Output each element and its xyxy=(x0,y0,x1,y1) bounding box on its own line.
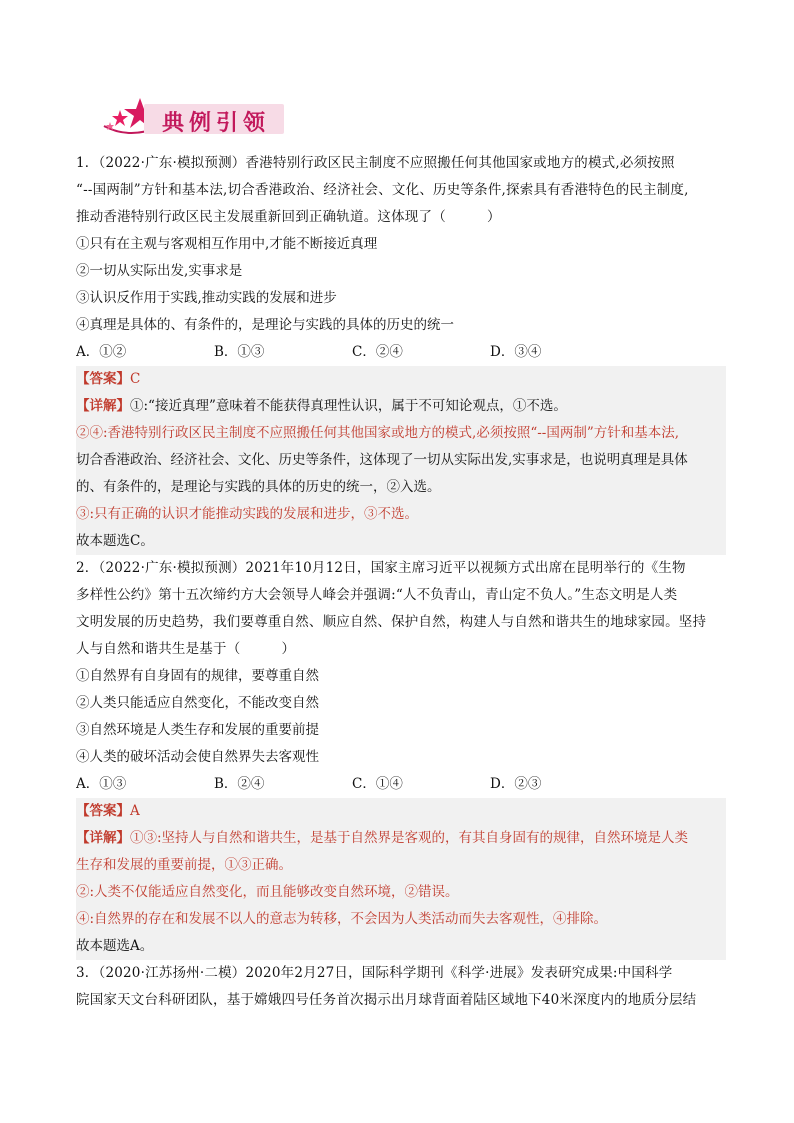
option-b: B．①③ xyxy=(214,344,265,360)
explain-row-1 xyxy=(76,825,726,852)
explain-row-1 xyxy=(76,393,726,420)
question-1-choice-1: ①只有在主观与客观相互作用中,才能不断接近真理 xyxy=(76,236,378,252)
option-c: C．②④ xyxy=(352,344,403,360)
explain-label: 【详解】 xyxy=(76,830,130,846)
explain-row-4: 的、有条件的，是理论与实践的具体的历史的统一，②入选。 xyxy=(76,479,441,495)
answer-label: 【答案】 xyxy=(76,803,130,819)
question-1-line-3: 推动香港特别行政区民主发展重新回到正确轨道。这体现了（ ） xyxy=(76,209,501,225)
question-1-choice-4: ④真理是具体的、有条件的，是理论与实践的具体的历史的统一 xyxy=(76,317,454,333)
explain-row-2: 生存和发展的重要前提，①③正确。 xyxy=(76,857,292,873)
question-2-line-3: 文明发展的历史趋势，我们要尊重自然、顺应自然、保护自然，构建人与自然和谐共生的地球家园。坚持 xyxy=(76,614,707,630)
option-c: C．①④ xyxy=(352,776,403,792)
question-2-line-4: 人与自然和谐共生是基于（ ） xyxy=(76,641,296,657)
option-d: D．②③ xyxy=(490,776,542,792)
explain-row-5: 故本题选A。 xyxy=(76,938,154,954)
answer-row xyxy=(76,798,726,825)
question-1-choice-3: ③认识反作用于实践,推动实践的发展和进步 xyxy=(76,290,337,306)
question-2-choice-4: ④人类的破坏活动会使自然界失去客观性 xyxy=(76,749,319,765)
option-b: B．②④ xyxy=(214,776,265,792)
question-2-choice-2: ②人类只能适应自然变化，不能改变自然 xyxy=(76,695,319,711)
answer-value: A xyxy=(130,803,140,819)
explain-text: ①:“接近真理”意味着不能获得真理性认识，属于不可知论观点，①不选。 xyxy=(130,398,567,414)
explain-row-2: ②④:香港特别行政区民主制度不应照搬任何其他国家或地方的模式,必须按照“--国两制”方针和基本法, xyxy=(76,425,680,441)
question-3 xyxy=(76,960,726,1014)
explain-row-6: 故本题选C。 xyxy=(76,533,154,549)
answer-row xyxy=(76,366,726,393)
question-1-line-1: 1．（2022·广东·模拟预测）香港特别行政区民主制度不应照搬任何其他国家或地方的模式,必须按照 xyxy=(76,155,675,171)
explain-row-5: ③:只有正确的认识才能推动实践的发展和进步，③不选。 xyxy=(76,506,419,522)
explain-row-3: ②:人类不仅能适应自然变化，而且能够改变自然环境，②错误。 xyxy=(76,884,459,900)
question-1-line-2: “--国两制”方针和基本法,切合香港政治、经济社会、文化、历史等条件,探索具有香港特色的民主制度, xyxy=(76,182,689,198)
question-1-choice-2: ②一切从实际出发,实事求是 xyxy=(76,263,243,279)
question-1-options xyxy=(76,339,726,366)
option-a: A．①② xyxy=(76,344,127,360)
section-badge xyxy=(100,96,290,138)
question-2 xyxy=(76,555,726,960)
question-3-line-1: 3．（2020·江苏扬州·二模）2020年2月27日，国际科学期刊《科学·进展》发表研究成果:中国科学 xyxy=(76,965,673,981)
question-2-line-2: 多样性公约》第十五次缔约方大会领导人峰会并强调:“人不负青山，青山定不负人。”生态文明是人类 xyxy=(76,587,678,603)
question-1-solution xyxy=(76,366,726,555)
answer-label: 【答案】 xyxy=(76,371,130,387)
explain-row-3: 切合香港政治、经济社会、文化、历史等条件，这体现了一切从实际出发,实事求是，也说明真理是具体 xyxy=(76,452,688,468)
explain-row-4: ④:自然界的存在和发展不以人的意志为转移，不会因为人类活动而失去客观性，④排除。 xyxy=(76,911,608,927)
question-2-solution xyxy=(76,798,726,960)
option-d: D．③④ xyxy=(490,344,542,360)
explain-text: ①③:坚持人与自然和谐共生，是基于自然界是客观的，有其自身固有的规律，自然环境是人类 xyxy=(130,830,689,846)
question-2-choice-3: ③自然环境是人类生存和发展的重要前提 xyxy=(76,722,319,738)
content xyxy=(76,150,726,1014)
question-2-choice-1: ①自然界有自身固有的规律，要尊重自然 xyxy=(76,668,319,684)
question-3-line-2: 院国家天文台科研团队，基于嫦娥四号任务首次揭示出月球背面着陆区域地下40米深度内的地质分层结 xyxy=(76,992,697,1008)
option-a: A．①③ xyxy=(76,776,127,792)
explain-label: 【详解】 xyxy=(76,398,130,414)
answer-value: C xyxy=(130,371,141,387)
question-2-line-1: 2．（2022·广东·模拟预测）2021年10月12日，国家主席习近平以视频方式出席在昆明举行的《生物 xyxy=(76,560,686,576)
question-1 xyxy=(76,150,726,555)
question-2-options xyxy=(76,771,726,798)
section-title: 典例引领 xyxy=(162,111,271,136)
